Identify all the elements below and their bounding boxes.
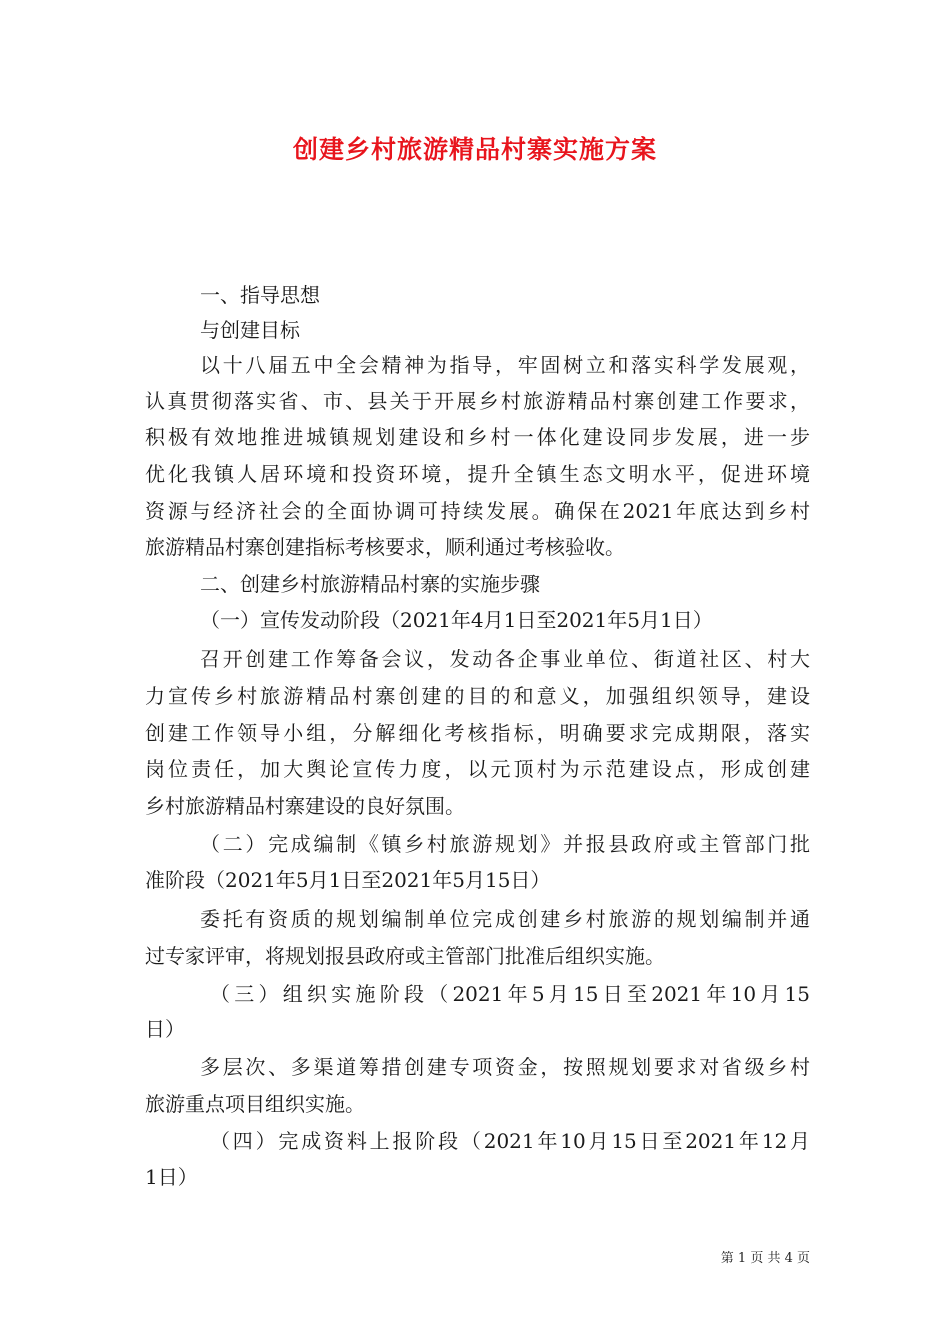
text-line: 优化我镇人居环境和投资环境，提升全镇生态文明水平，促进环境 bbox=[145, 462, 810, 486]
text-line: 旅游精品村寨创建指标考核要求，顺利通过考核验收。 bbox=[145, 535, 625, 559]
text-line: 1日） bbox=[145, 1165, 198, 1189]
text-line: （一）宣传发动阶段（2021年4月1日至2021年5月1日） bbox=[200, 608, 713, 632]
text-line: 旅游重点项目组织实施。 bbox=[145, 1092, 365, 1116]
text-line: 岗位责任，加大舆论宣传力度，以元顶村为示范建设点，形成创建 bbox=[145, 757, 810, 781]
text-line: 准阶段（2021年5月1日至2021年5月15日） bbox=[145, 868, 551, 892]
text-line: 二、创建乡村旅游精品村寨的实施步骤 bbox=[200, 572, 540, 596]
text-line: 创建工作领导小组，分解细化考核指标，明确要求完成期限，落实 bbox=[145, 721, 810, 745]
text-line: 积极有效地推进城镇规划建设和乡村一体化建设同步发展，进一步 bbox=[145, 425, 810, 449]
text-line: 过专家评审，将规划报县政府或主管部门批准后组织实施。 bbox=[145, 944, 665, 968]
text-line: 召开创建工作筹备会议，发动各企事业单位、街道社区、村大 bbox=[200, 647, 810, 671]
text-line: 与创建目标 bbox=[200, 318, 300, 342]
text-line: （二）完成编制《镇乡村旅游规划》并报县政府或主管部门批 bbox=[200, 832, 810, 856]
document-title: 创建乡村旅游精品村寨实施方案 bbox=[292, 135, 657, 164]
text-line: 资源与经济社会的全面协调可持续发展。确保在2021年底达到乡村 bbox=[145, 499, 810, 523]
text-line: 力宣传乡村旅游精品村寨创建的目的和意义，加强组织领导，建设 bbox=[145, 684, 810, 708]
text-line: 乡村旅游精品村寨建设的良好氛围。 bbox=[145, 794, 465, 818]
text-line: 以十八届五中全会精神为指导，牢固树立和落实科学发展观， bbox=[200, 353, 810, 377]
text-line: （四）完成资料上报阶段（2021年10月15日至2021年12月 bbox=[210, 1129, 810, 1153]
text-line: 认真贯彻落实省、市、县关于开展乡村旅游精品村寨创建工作要求， bbox=[145, 389, 810, 413]
text-line: 委托有资质的规划编制单位完成创建乡村旅游的规划编制并通 bbox=[200, 907, 810, 931]
text-line: 一、指导思想 bbox=[200, 283, 320, 307]
page-number: 第 1 页 共 4 页 bbox=[720, 1251, 810, 1266]
text-line: 多层次、多渠道筹措创建专项资金，按照规划要求对省级乡村 bbox=[200, 1055, 810, 1079]
text-line: 日） bbox=[145, 1017, 185, 1041]
text-line: （三）组织实施阶段（2021年5月15日至2021年10月15 bbox=[210, 982, 810, 1006]
